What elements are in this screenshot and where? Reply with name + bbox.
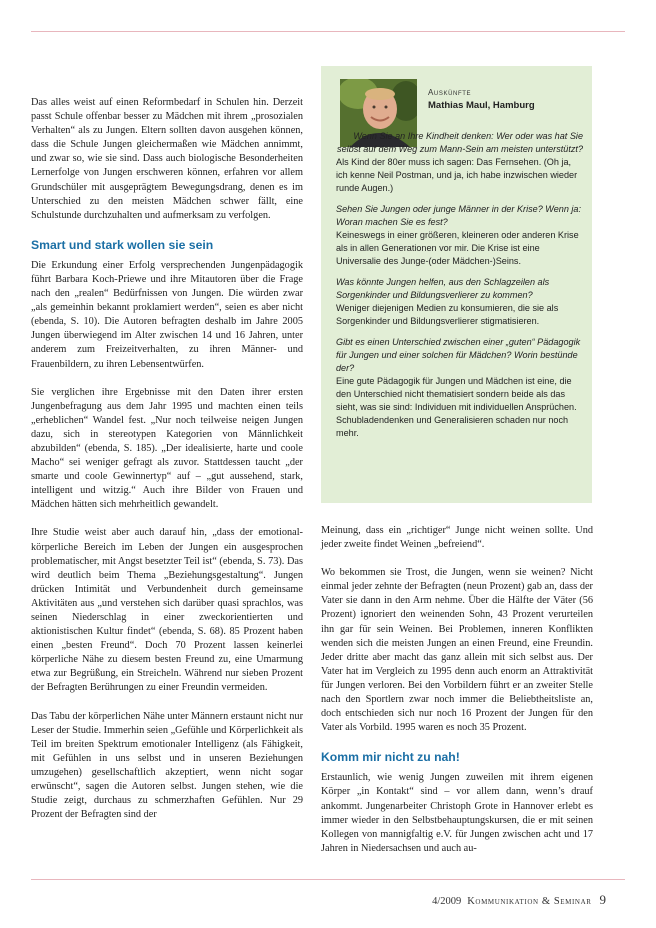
question: Sehen Sie Jungen oder junge Männer in der Krise? Wenn ja: Woran machen Sie es fest? (336, 204, 582, 227)
paragraph: Erstaunlich, wie wenig Jungen zuweilen mit ihrem eigenen Körper „in Kontakt“ sind – vor allem dann, wenn’s drauf ankommt. Jungenarbeiter Christoph Grote in Hannover erlebt es immer wieder in den Selbstbehauptungskursen, die er mit seinen Kollegen von mannigfaltig e.V. für Jungen zwischen acht und 17 Jahren in Niedersachsen und auch au- (321, 772, 593, 854)
interview-sidebar (321, 66, 592, 503)
section-heading-komm: Komm mir nicht zu nah! (321, 750, 460, 765)
issue-number: 4/2009 (432, 896, 462, 907)
paragraph: Die Erkundung einer Erfolg versprechenden Jungenpädagogik führt Barbara Koch-Priewe und ihre Mitautoren über die Frage nach den „realen“ Bedürfnissen von Jungen. Die würden zwar „als gemeinhin bekannt proklamiert werden“, seien es aber nicht (ebenda, S. 10). Die Autoren befragten deshalb im Jahre 2005 Jungen überwiegend im Alter zwischen 14 und 16 Jahren, unter anderem zum Freizeitverhalten, zu ihren Männer- und Frauenbildern, zu ihren Lebensentwürfen. (31, 259, 303, 370)
sidebar-header (428, 87, 588, 112)
qa-item (336, 203, 583, 268)
question: Wenn Sie an Ihre Kindheit denken: Wer oder was hat Sie selbst auf dem Weg zum Mann-Sein am meisten unterstützt? (337, 131, 583, 154)
answer: Keineswegs in einer größeren, kleineren oder anderen Krise als in allen Generationen vor mir. Die Krise ist eine Universalie des Junge-(oder Mädchen-)Seins. (336, 230, 579, 266)
magazine-name: Kommunikation & Seminar (467, 896, 592, 907)
paragraph: Meinung, dass ein „richtiger“ Junge nicht weinen sollte. Und jeder zweite findet Weinen „befreiend“. (321, 525, 593, 551)
qa-item (336, 336, 583, 440)
right-column (321, 524, 593, 870)
section-heading-smart: Smart und stark wollen sie sein (31, 237, 214, 252)
paragraph: Ihre Studie weist aber auch darauf hin, „dass der emotional-körperliche Bereich im Leben der Jungen ein ausgesprochen problematischer, mit Angst besetzter Teil ist“ (ebenda, S. 73). Das wird deutlich beim Thema „Beziehungsgestaltung“. Jungen drücken Intimität und Verbundenheit durch gemeinsame Aktivitäten aus „und verstehen sich darüber quasi sprachlos, was seinen Niederschlag in einer zweckorientierten und aktionistischen Kultur findet“ (ebenda, S. 68). 85 Prozent haben einen „besten Freund“. Doch 70 Prozent lassen keinerlei körperliche Nähe zu diesem besten Freund zu, eine Umarmung etwa zur Begrüßung, ein Streicheln. Während nur sieben Prozent der Befragten Berührungen zu einer Freundin vermeiden. (31, 527, 303, 694)
page-footer (432, 892, 606, 908)
intro-paragraph: Das alles weist auf einen Reformbedarf in Schulen hin. Derzeit passt Schule offenbar besser zu Mädchen mit ihrem „prosozialen Verhalten“ als zu Jungen. Eltern sollten davon ausgehen können, dass die Schule Jungen gleichermaßen wie Mädchen annimmt, und zwar so, wie sie sind. Dass auch biologische Besonderheiten Lernerfolge von Jungen erschweren können, erfahren vor allem Grundschüler mit ausgeprägtem Bewegungsdrang, denen es im Unterschied zu den meisten Mädchen schwer fällt, eine Schulstunde durchzuhalten und aufmerksam zu verfolgen. (31, 97, 303, 221)
question: Gibt es einen Unterschied zwischen einer „guten“ Pädagogik für Jungen und einer solchen für Mädchen? Worin bestünde der? (336, 337, 581, 373)
bottom-rule (31, 879, 625, 880)
page-number: 9 (599, 892, 606, 907)
qa-item (336, 130, 583, 195)
paragraph: Wo bekommen sie Trost, die Jungen, wenn sie weinen? Nicht einmal jeder zehnte der Befragten (neun Prozent) gab an, dass der Vater sie dann in den Arm nehme. Über die Hälfte der Väter (56 Prozent) ignoriert den weinenden Sohn, 43 Prozent verurteilen ihn gar für sein Weinen. Bei Problemen, inneren Konflikten wenden sich die meisten Jungen an einen Freund, eine Freundin. Jeder dritte aber macht das ganz allein mit sich selbst aus. Der Vater hat im Vergleich zu 1995 denn auch enorm an Attraktivität für Jungen verloren. Bei den Vorbildern führt er an zweiter Stelle nach den Sportlern zwar noch immer die Beliebtheitsliste an, doch entschieden sich nur noch 16 Prozent der Jungen für den Vater als Vorbild. 1995 waren es noch 35 Prozent. (321, 567, 593, 734)
sidebar-qa (336, 130, 583, 448)
left-column (31, 96, 303, 836)
interviewee-name: Mathias Maul, Hamburg (428, 100, 535, 111)
paragraph: Sie verglichen ihre Ergebnisse mit den Daten ihrer ersten Jungenbefragung aus dem Jahr 1995 und machten einen teils „erheblichen“ Wandel fest. „Nur noch teilweise neigen Jungen dazu, sich in stereotypen Kategorien von Männlichkeit abzubilden“ (ebenda, S. 185). „Der idealisierte, harte und coole Macho“ sei weniger gefragt als zuvor. Stattdessen taucht „der smarte und coole Gewinnertyp“ auf – „gut aussehend, stark, intelligent und witzig.“ Auch ihre Bilder von Frauen und Mädchen hätten sich mehrheitlich gewandelt. (31, 386, 303, 511)
paragraph: Das Tabu der körperlichen Nähe unter Männern erstaunt nicht nur Leser der Studie. Immerhin seien „Gefühle und Körperlichkeit als Teil im breiten Spektrum emotionaler Intelligenz (als Fähigkeit, mit Gefühlen in uns selbst und in unseren Beziehungen umzugehen) gesellschaftlich akzeptiert, wenn nicht sogar erwünscht“, sagen die Autoren selbst. Jungen stehen, wie die Studie zeigt, durchaus zu schmerzhaften Gefühlen. Nur 29 Prozent der Befragten sind der (31, 710, 303, 821)
question: Was könnte Jungen helfen, aus den Schlagzeilen als Sorgenkinder und Bildungsverlierer zu kommen? (336, 277, 550, 300)
answer: Als Kind der 80er muss ich sagen: Das Fernsehen. (Oh ja, ich kenne Neil Postman, und ja, ich habe inzwischen wieder runde Augen.) (336, 157, 578, 193)
qa-item (336, 276, 583, 328)
answer: Eine gute Pädagogik für Jungen und Mädchen ist eine, die den Unterschied nicht thematisiert sondern beide als das sieht, was sie sind: Individuen mit individuellen Ansprüchen. Schubladendenken und Generalisieren schaden nur noch mehr. (336, 376, 577, 438)
sidebar-kicker: Auskünfte (428, 88, 472, 97)
answer: Weniger diejenigen Medien zu konsumieren, die sie als Sorgenkinder und Bildungsverlierer stigmatisieren. (336, 303, 559, 326)
top-rule (31, 31, 625, 32)
